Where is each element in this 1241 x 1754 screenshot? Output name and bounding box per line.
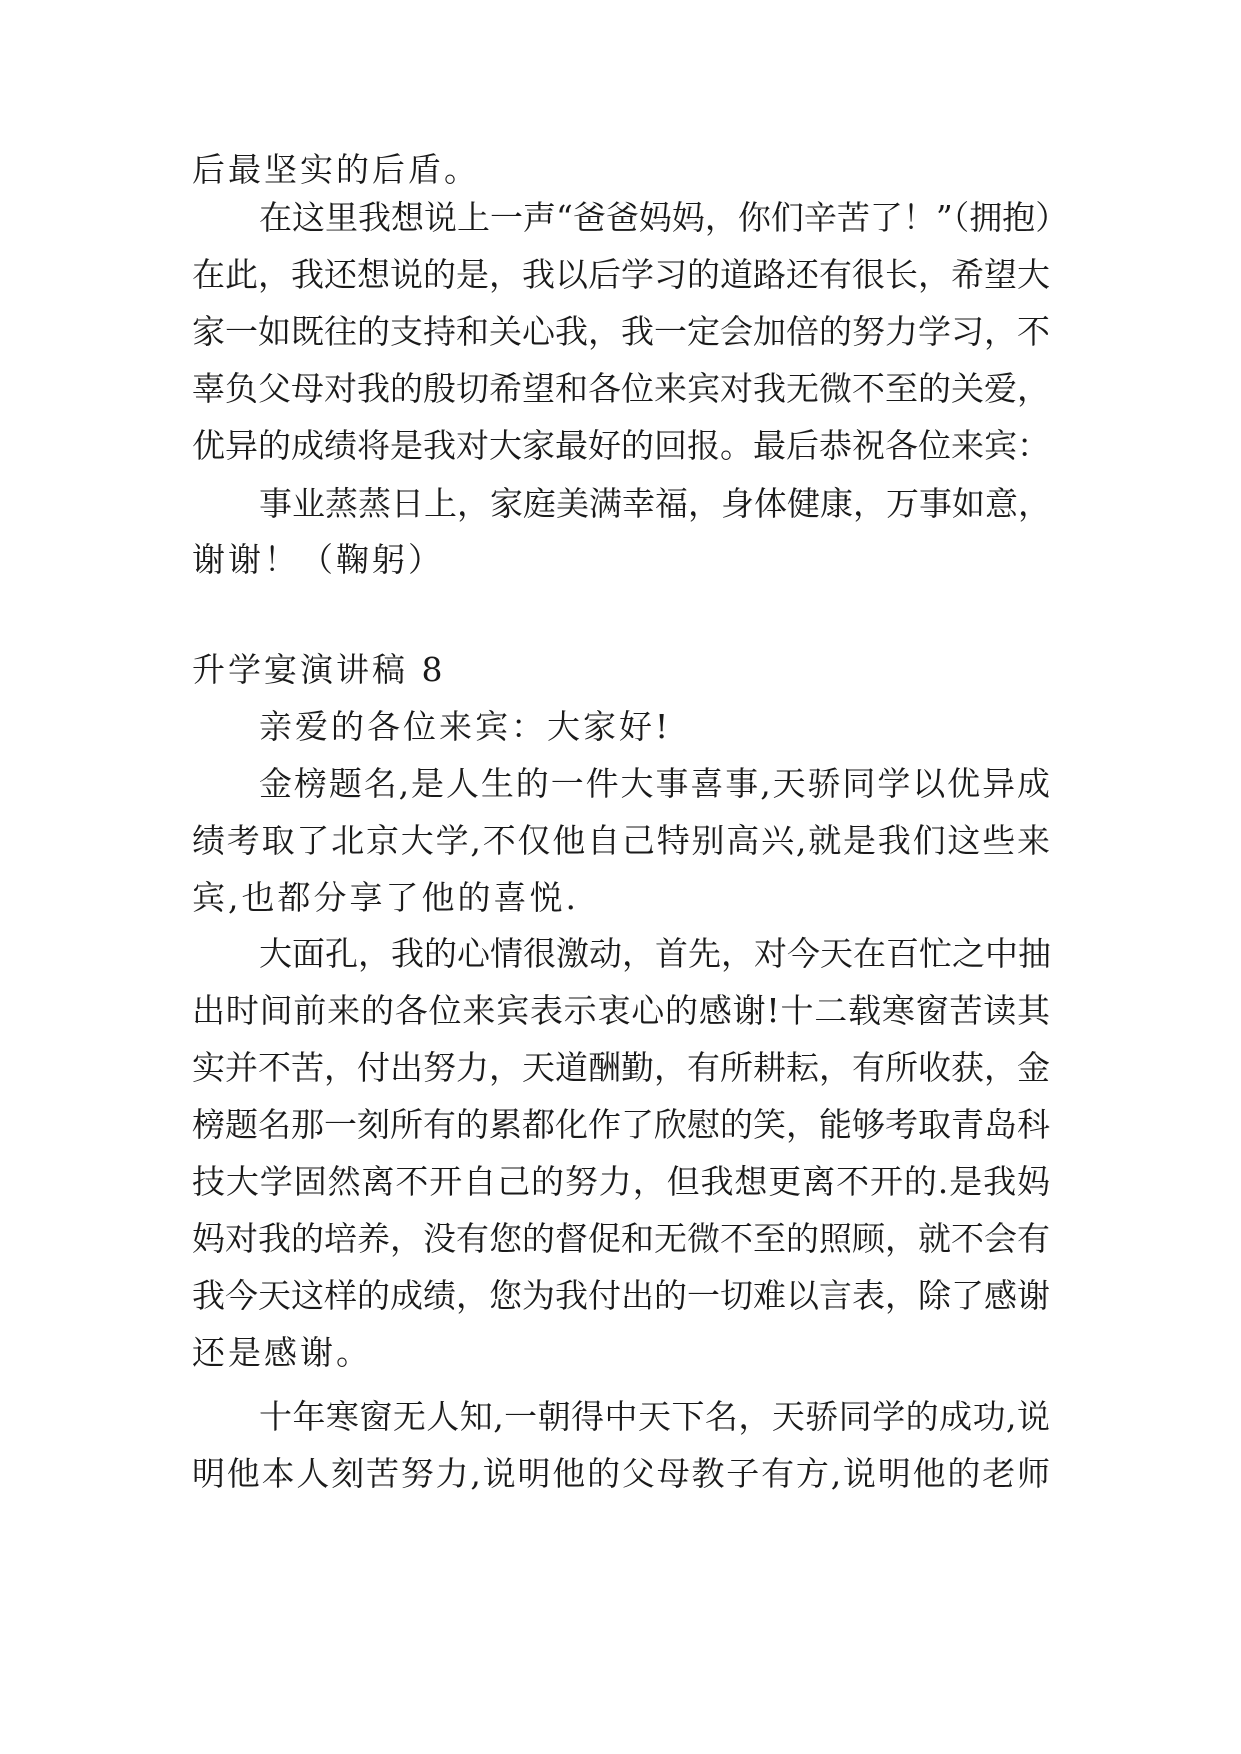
paragraph-line: 在此，我还想说的是，我以后学习的道路还有很长，希望大: [192, 255, 1050, 294]
paragraph-line: 十年寒窗无人知,一朝得中天下名，天骄同学的成功,说: [259, 1397, 1050, 1436]
paragraph-line: 优异的成绩将是我对大家最好的回报。最后恭祝各位来宾：: [192, 426, 1050, 465]
paragraph-line: 事业蒸蒸日上，家庭美满幸福，身体健康，万事如意，: [259, 484, 1051, 523]
paragraph-line: 还是感谢。: [192, 1333, 372, 1372]
paragraph-line: 技大学固然离不开自己的努力，但我想更离不开的.是我妈: [192, 1162, 1050, 1201]
paragraph-line: 在这里我想说上一声“爸爸妈妈，你们辛苦了！”（拥抱）: [259, 198, 1069, 237]
greeting-line: 亲爱的各位来宾：大家好!: [259, 707, 672, 746]
paragraph-line: 绩考取了北京大学,不仅他自己特别高兴,就是我们这些来: [192, 821, 1050, 860]
paragraph-line: 出时间前来的各位来宾表示衷心的感谢!十二载寒窗苦读其: [192, 991, 1050, 1030]
paragraph-line: 妈对我的培养，没有您的督促和无微不至的照顾，就不会有: [192, 1219, 1050, 1258]
paragraph-line: 我今天这样的成绩，您为我付出的一切难以言表，除了感谢: [192, 1276, 1050, 1315]
paragraph-line: 明他本人刻苦努力,说明他的父母教子有方,说明他的老师: [192, 1454, 1050, 1493]
paragraph-line: 实并不苦，付出努力，天道酬勤，有所耕耘，有所收获，金: [192, 1048, 1050, 1087]
paragraph-line: 后最坚实的后盾。: [192, 150, 480, 189]
paragraph-line: 辜负父母对我的殷切希望和各位来宾对我无微不至的关爱，: [192, 369, 1050, 408]
paragraph-line: 谢谢！（鞠躬）: [192, 540, 444, 579]
paragraph-line: 家一如既往的支持和关心我，我一定会加倍的努力学习，不: [192, 312, 1050, 351]
paragraph-line: 宾,也都分享了他的喜悦.: [192, 878, 579, 917]
section-heading: 升学宴演讲稿 8: [192, 650, 446, 689]
paragraph-line: 金榜题名,是人生的一件大事喜事,天骄同学以优异成: [259, 764, 1050, 803]
paragraph-line: 大面孔，我的心情很激动，首先，对今天在百忙之中抽: [259, 934, 1051, 973]
paragraph-line: 榜题名那一刻所有的累都化作了欣慰的笑，能够考取青岛科: [192, 1105, 1050, 1144]
